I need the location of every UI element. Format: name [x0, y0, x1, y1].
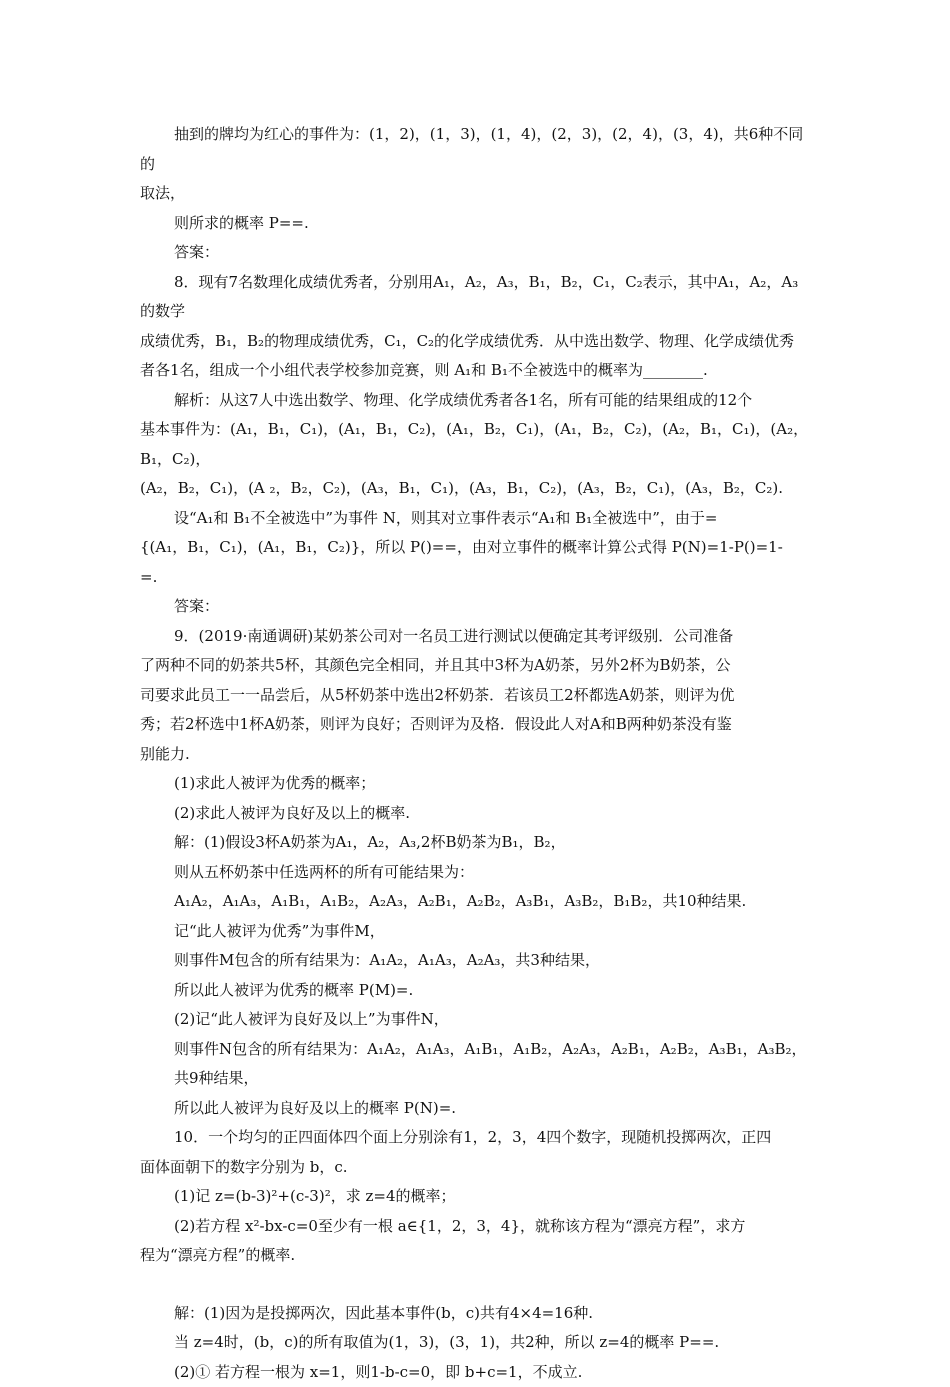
text-line: 者各1名，组成一个小组代表学校参加竞赛，则 A₁和 B₁不全被选中的概率为________. — [140, 356, 812, 386]
text-line: 面体面朝下的数字分别为 b，c. — [140, 1153, 812, 1183]
text-line: 答案： — [140, 592, 812, 622]
text-line: 秀；若2杯选中1杯A奶茶，则评为良好；否则评为及格．假设此人对A和B两种奶茶没有鉴 — [140, 710, 812, 740]
text-line: (1)求此人被评为优秀的概率； — [140, 769, 812, 799]
text-line: 司要求此员工一一品尝后，从5杯奶茶中选出2杯奶茶．若该员工2杯都选A奶茶，则评为优 — [140, 681, 812, 711]
text-line: =. — [140, 563, 812, 593]
text-line: 8．现有7名数理化成绩优秀者，分别用A₁，A₂，A₃，B₁，B₂，C₁，C₂表示，其中A₁，A₂，A₃的数学 — [140, 268, 812, 327]
text-line: {(A₁，B₁，C₁)，(A₁，B₁，C₂)}，所以 P()==，由对立事件的概率计算公式得 P(N)=1-P()=1- — [140, 533, 812, 563]
text-line: (1)记 z=(b-3)²+(c-3)²，求 z=4的概率； — [140, 1182, 812, 1212]
text-line: 则事件M包含的所有结果为：A₁A₂，A₁A₃，A₂A₃，共3种结果， — [140, 946, 812, 976]
text-line: 别能力. — [140, 740, 812, 770]
text-line: 解：(1)假设3杯A奶茶为A₁，A₂，A₃,2杯B奶茶为B₁，B₂， — [140, 828, 812, 858]
text-line: 解析：从这7人中选出数学、物理、化学成绩优秀者各1名，所有可能的结果组成的12个 — [140, 386, 812, 416]
blank-line — [140, 1271, 812, 1299]
text-line: 解：(1)因为是投掷两次，因此基本事件(b，c)共有4×4=16种. — [140, 1299, 812, 1329]
text-line: 程为“漂亮方程”的概率. — [140, 1241, 812, 1271]
text-line: 所以此人被评为优秀的概率 P(M)=. — [140, 976, 812, 1006]
text-line: (2)记“此人被评为良好及以上”为事件N， — [140, 1005, 812, 1035]
text-line: 答案： — [140, 238, 812, 268]
text-line: (2)求此人被评为良好及以上的概率. — [140, 799, 812, 829]
text-line: 所以此人被评为良好及以上的概率 P(N)=. — [140, 1094, 812, 1124]
text-line: (A₂，B₂，C₁)，(A ₂，B₂，C₂)，(A₃，B₁，C₁)，(A₃，B₁，C₂)，(A₃，B₂，C₁)，(A₃，B₂，C₂). — [140, 474, 812, 504]
text-line: 成绩优秀，B₁，B₂的物理成绩优秀，C₁，C₂的化学成绩优秀．从中选出数学、物理、化学成绩优秀 — [140, 327, 812, 357]
text-line: 设“A₁和 B₁不全被选中”为事件 N，则其对立事件表示“A₁和 B₁全被选中”，由于= — [140, 504, 812, 534]
text-line: 抽到的牌均为红心的事件为：(1，2)，(1，3)，(1，4)，(2，3)，(2，4)，(3，4)，共6种不同的 — [140, 120, 812, 179]
text-line: (2)若方程 x²-bx-c=0至少有一根 a∈{1，2，3，4}，就称该方程为“漂亮方程”，求方 — [140, 1212, 812, 1242]
text-line: 当 z=4时，(b，c)的所有取值为(1，3)，(3，1)，共2种，所以 z=4的概率 P==. — [140, 1328, 812, 1358]
text-line: 了两种不同的奶茶共5杯，其颜色完全相同，并且其中3杯为A奶茶，另外2杯为B奶茶，公 — [140, 651, 812, 681]
text-line: (2)① 若方程一根为 x=1，则1-b-c=0，即 b+c=1，不成立. — [140, 1358, 812, 1387]
text-line: 记“此人被评为优秀”为事件M， — [140, 917, 812, 947]
text-line: A₁A₂，A₁A₃，A₁B₁，A₁B₂，A₂A₃，A₂B₁，A₂B₂，A₃B₁，A₃B₂，B₁B₂，共10种结果. — [140, 887, 812, 917]
document-body — [140, 120, 812, 1387]
text-line: 则事件N包含的所有结果为：A₁A₂，A₁A₃，A₁B₁，A₁B₂，A₂A₃，A₂B₁，A₂B₂，A₃B₁，A₃B₂，共9种结果， — [140, 1035, 812, 1094]
text-line: 基本事件为：(A₁，B₁，C₁)，(A₁，B₁，C₂)，(A₁，B₂，C₁)，(A₁，B₂，C₂)，(A₂，B₁，C₁)，(A₂，B₁，C₂)， — [140, 415, 812, 474]
text-line: 9．(2019·南通调研)某奶茶公司对一名员工进行测试以便确定其考评级别．公司准备 — [140, 622, 812, 652]
text-line: 取法， — [140, 179, 812, 209]
text-line: 则所求的概率 P==. — [140, 209, 812, 239]
text-line: 则从五杯奶茶中任选两杯的所有可能结果为： — [140, 858, 812, 888]
text-line: 10．一个均匀的正四面体四个面上分别涂有1，2，3，4四个数字，现随机投掷两次，正四 — [140, 1123, 812, 1153]
